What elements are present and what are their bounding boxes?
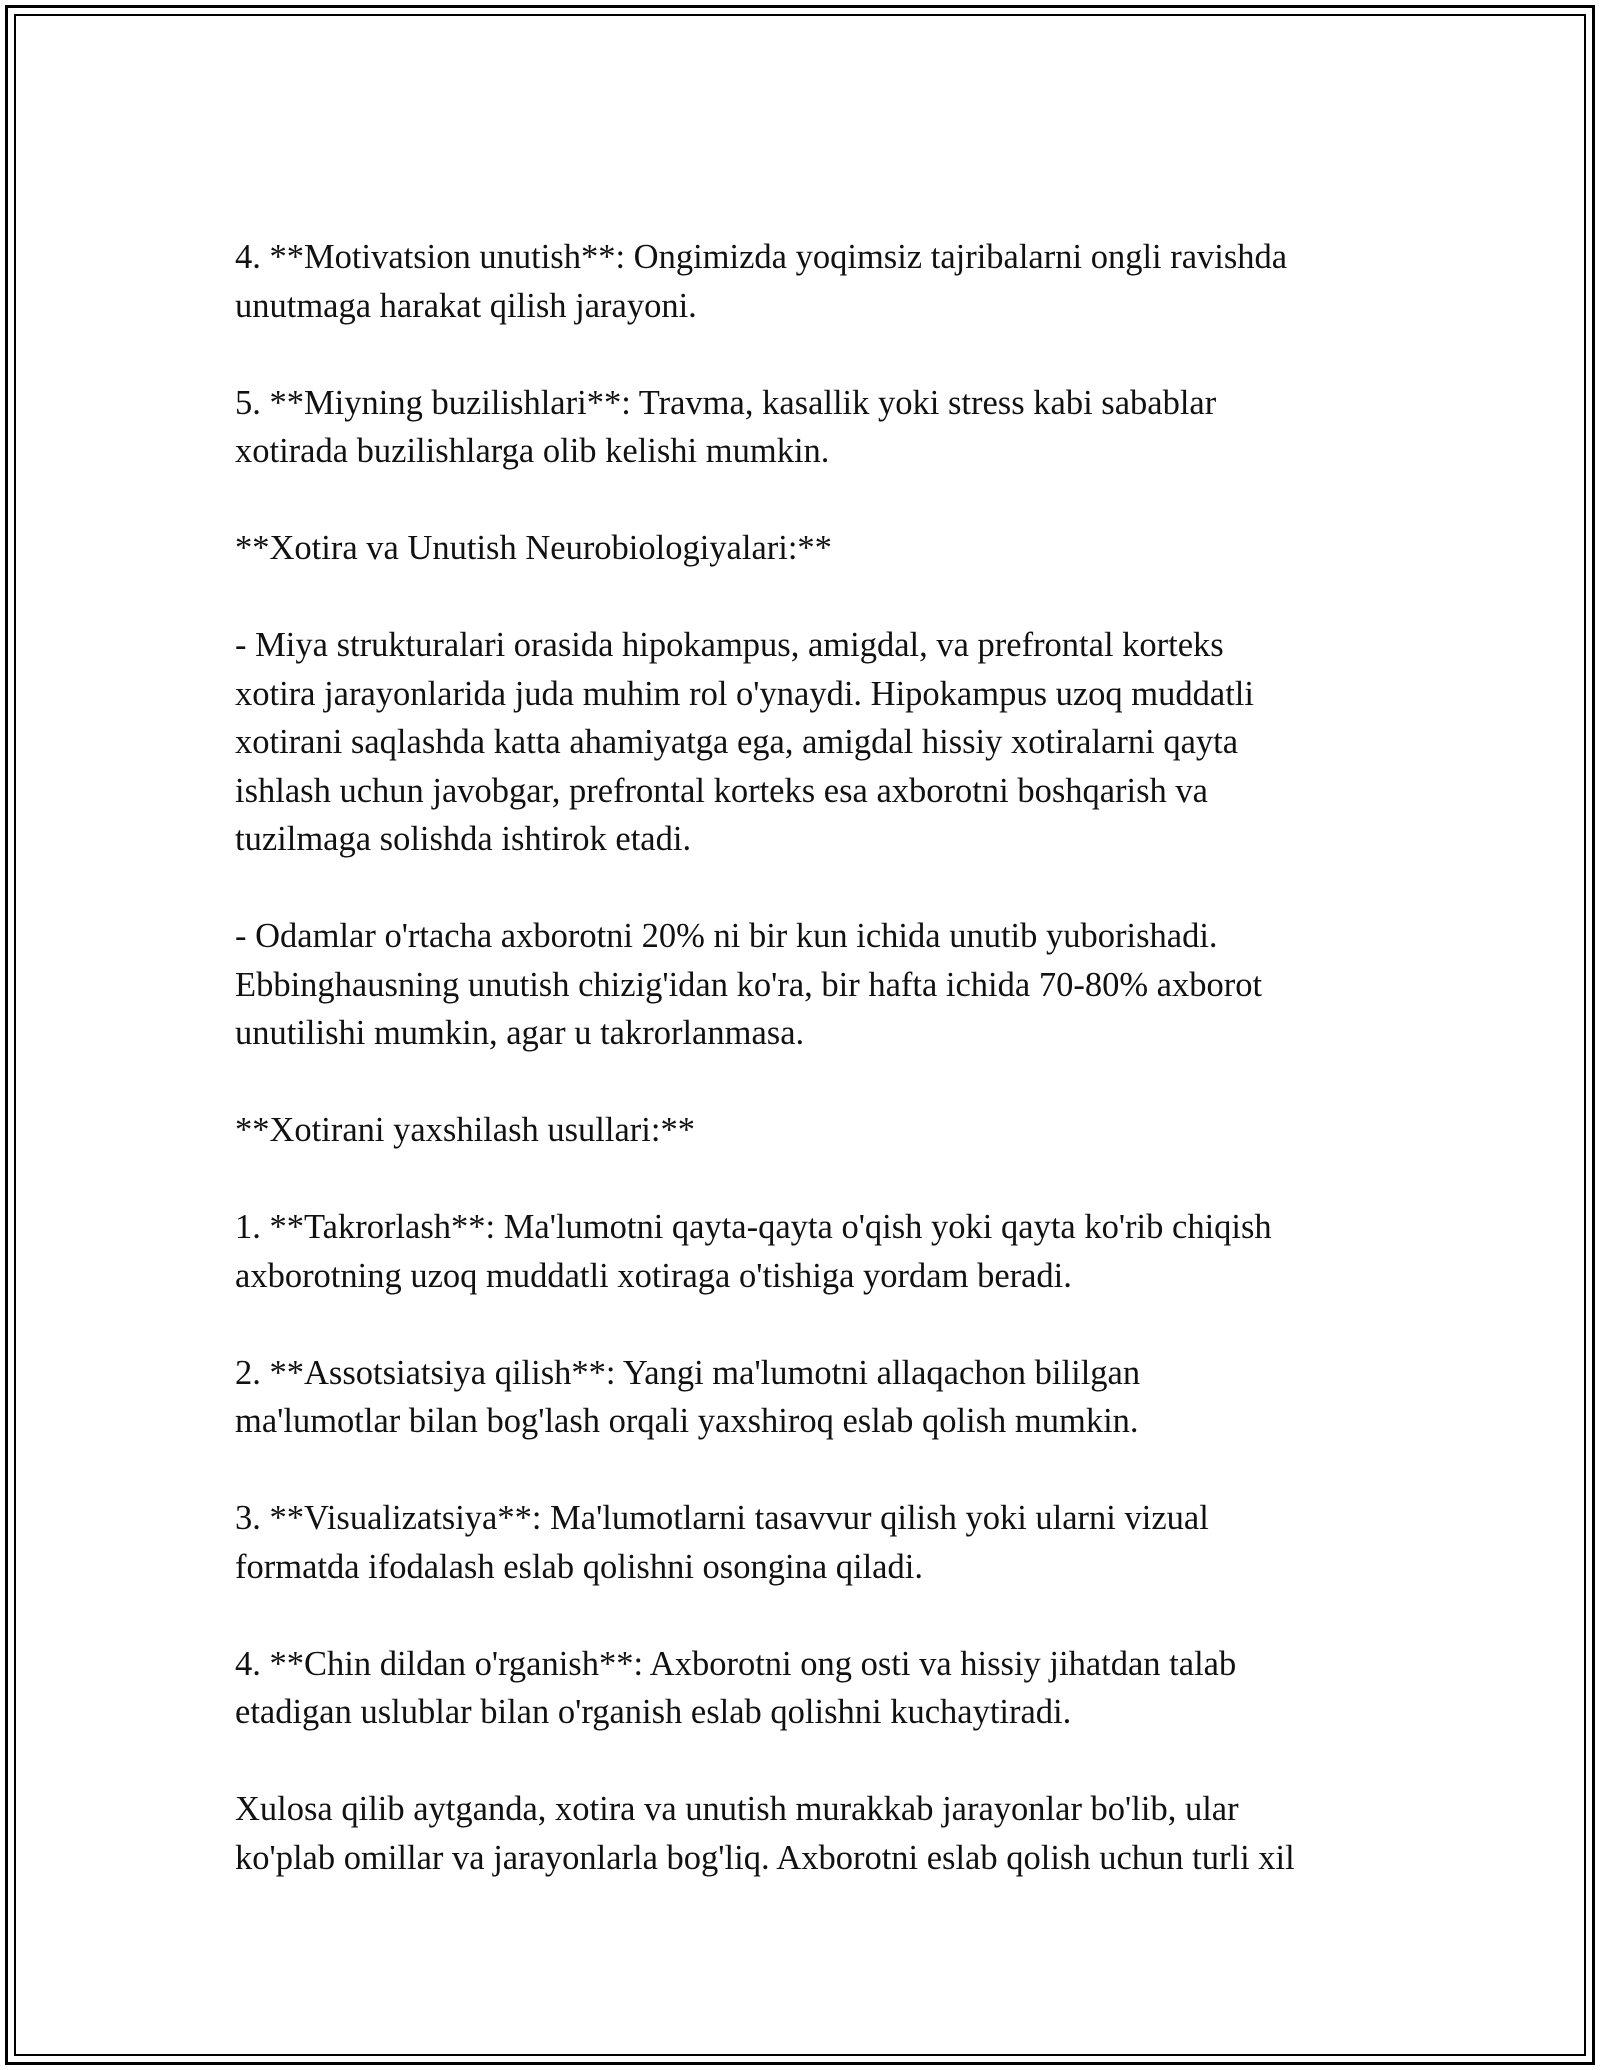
conclusion-paragraph: Xulosa qilib aytganda, xotira va unutish murakkab jarayonlar bo'lib, ular ko'plab omillar va jarayonlarla bog'liq. Axborotni eslab qolish uchun turli xil [235, 1790, 1295, 1877]
list-item-visualization: 3. **Visualizatsiya**: Ma'lumotlarni tasavvur qilish yoki ularni vizual formatda ifodalash eslab qolishni osongina qiladi. [235, 1499, 1209, 1586]
list-item-brain-disorders: 5. **Miyning buzilishlari**: Travma, kasallik yoki stress kabi sabablar xotirada buzilishlarga olib kelishi mumkin. [235, 383, 1217, 470]
document-body [235, 233, 1405, 1931]
list-item-motivational-forgetting: 4. **Motivatsion unutish**: Ongimizda yoqimsiz tajribalarni ongli ravishda unutmaga harakat qilish jarayoni. [235, 238, 1288, 325]
section-heading-neurobiology: **Xotira va Unutish Neurobiologiyalari:** [235, 529, 832, 567]
list-item-sincere-learning: 4. **Chin dildan o'rganish**: Axborotni ong osti va hissiy jihatdan talab etadigan uslublar bilan o'rganish eslab qolishni kuchaytiradi. [235, 1644, 1237, 1731]
section-heading-memory-methods: **Xotirani yaxshilash usullari:** [235, 1111, 695, 1149]
bullet-brain-structures: - Miya strukturalari orasida hipokampus, amigdal, va prefrontal korteks xotira jarayonlarida juda muhim rol o'ynaydi. Hipokampus uzoq muddatli xotirani saqlashda katta ahamiyatga ega, amigdal hissiy xotiralarni qayta ishlash uchun javobgar, prefrontal korteks esa axborotni boshqarish va tuzilmaga solishda ishtirok etadi. [235, 626, 1254, 858]
list-item-repetition: 1. **Takrorlash**: Ma'lumotni qayta-qayta o'qish yoki qayta ko'rib chiqish axborotning uzoq muddatli xotiraga o'tishiga yordam beradi. [235, 1208, 1272, 1295]
list-item-association: 2. **Assotsiatsiya qilish**: Yangi ma'lumotni allaqachon bililgan ma'lumotlar bilan bog'lash orqali yaxshiroq eslab qolish mumkin. [235, 1353, 1141, 1440]
bullet-forgetting-curve: - Odamlar o'rtacha axborotni 20% ni bir kun ichida unutib yuborishadi. Ebbinghausning unutish chizig'idan ko'ra, bir hafta ichida 70-80% axborot unutilishi mumkin, agar u takrorlanmasa. [235, 917, 1263, 1052]
